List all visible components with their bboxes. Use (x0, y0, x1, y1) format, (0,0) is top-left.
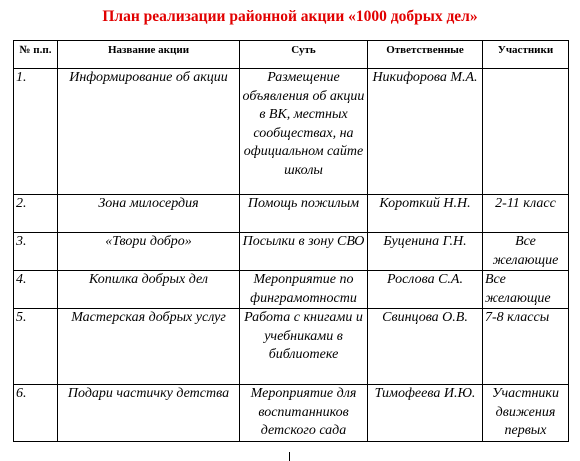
table-row (14, 233, 569, 271)
table-row (14, 385, 569, 442)
row-essence: Мероприятие для воспитанников детского сада (240, 385, 368, 442)
row-num: 5. (14, 309, 58, 385)
row-responsible: Рослова С.А. (368, 271, 483, 309)
table-row (14, 195, 569, 233)
row-name: Подари частичку детства (58, 385, 240, 442)
row-participants: Все желающие (483, 233, 569, 271)
row-essence: Посылки в зону СВО (240, 233, 368, 271)
row-responsible: Тимофеева И.Ю. (368, 385, 483, 442)
row-name: Информирование об акции (58, 69, 240, 195)
document-title: План реализации районной акции «1000 добрых дел» (102, 8, 478, 25)
table-row (14, 271, 569, 309)
row-num: 3. (14, 233, 58, 271)
header-num: № п.п. (14, 41, 58, 69)
row-responsible: Свинцова О.В. (368, 309, 483, 385)
row-num: 4. (14, 271, 58, 309)
row-name: Зона милосердия (58, 195, 240, 233)
table-row (14, 69, 569, 195)
row-essence: Работа с книгами и учебниками в библиотеке (240, 309, 368, 385)
row-essence: Размещение объявления об акции в ВК, местных сообществах, на официальном сайте школы (240, 69, 368, 195)
row-essence: Мероприятие по финграмотности (240, 271, 368, 309)
header-essence: Суть (240, 41, 368, 69)
table-row (14, 309, 569, 385)
header-participants: Участники (483, 41, 569, 69)
header-name: Название акции (58, 41, 240, 69)
row-essence: Помощь пожилым (240, 195, 368, 233)
row-participants: 7-8 классы (483, 309, 569, 385)
row-num: 2. (14, 195, 58, 233)
row-num: 1. (14, 69, 58, 195)
row-responsible: Никифорова М.А. (368, 69, 483, 195)
header-responsible: Ответственные (368, 41, 483, 69)
plan-table (13, 40, 569, 442)
table-header-row (14, 41, 569, 69)
row-name: «Твори добро» (58, 233, 240, 271)
row-num: 6. (14, 385, 58, 442)
row-participants (483, 69, 569, 195)
row-responsible: Буценина Г.Н. (368, 233, 483, 271)
row-participants: Участники движения первых (483, 385, 569, 442)
row-participants: 2-11 класс (483, 195, 569, 233)
row-name: Мастерская добрых услуг (58, 309, 240, 385)
row-participants: Все желающие (483, 271, 569, 309)
row-name: Копилка добрых дел (58, 271, 240, 309)
row-responsible: Короткий Н.Н. (368, 195, 483, 233)
divider-line (289, 452, 290, 461)
